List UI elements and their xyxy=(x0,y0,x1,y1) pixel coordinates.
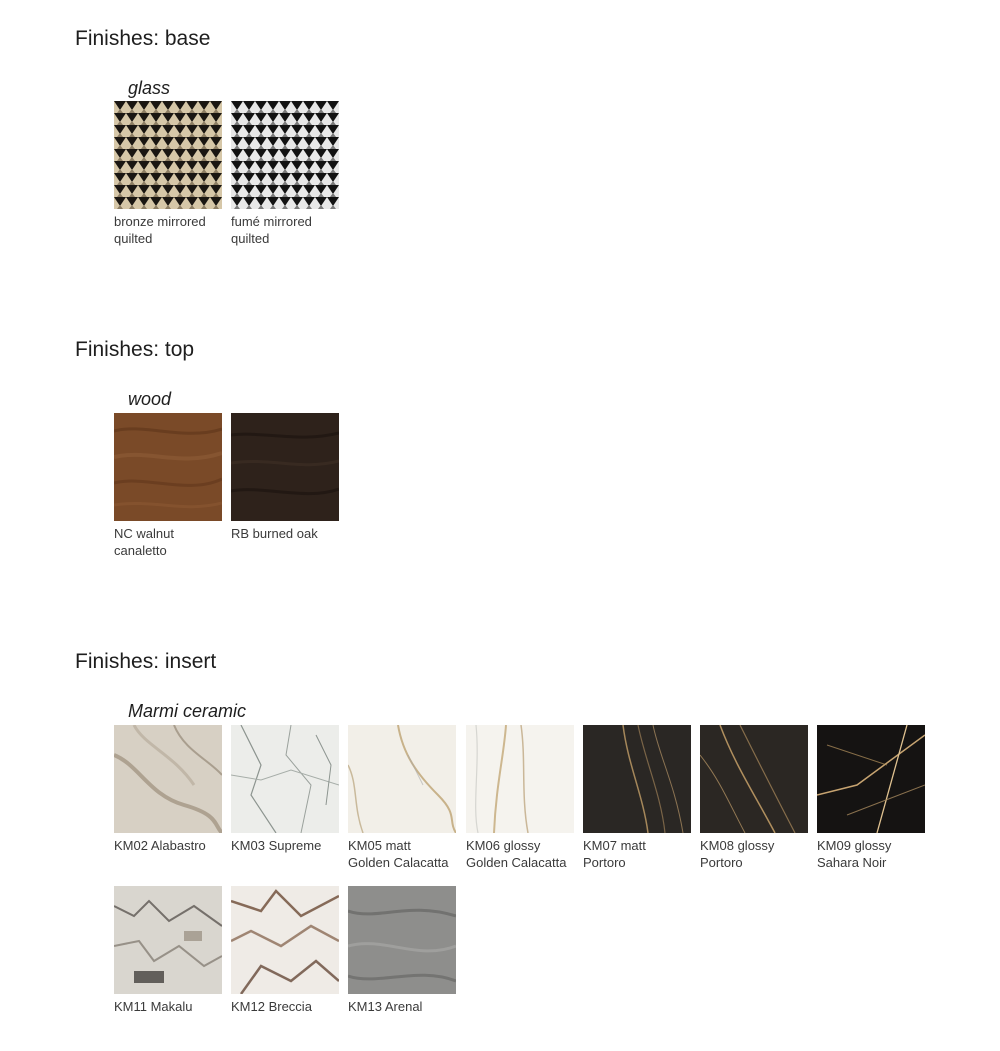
km08-glossy-portoro-swatch xyxy=(700,725,808,833)
swatch-rb-burned-oak[interactable] xyxy=(231,413,339,542)
swatch-label: KM08 glossy Portoro xyxy=(700,838,775,870)
section-title-base: Finishes: base xyxy=(75,27,211,50)
rb-burned-oak-swatch xyxy=(231,413,339,521)
group-label-marmi-ceramic: Marmi ceramic xyxy=(128,701,247,721)
group-label-wood: wood xyxy=(128,389,172,409)
swatch-km11-makalu[interactable] xyxy=(114,886,222,1015)
swatch-km13-arenal[interactable] xyxy=(348,886,456,1015)
swatch-label: fumé mirrored quilted xyxy=(231,214,312,246)
swatch-label: KM03 Supreme xyxy=(231,838,322,853)
group-label-glass: glass xyxy=(128,78,171,98)
swatch-label: KM05 matt Golden Calacatta xyxy=(348,838,449,870)
swatch-label: KM12 Breccia xyxy=(231,999,312,1014)
section-title-top: Finishes: top xyxy=(75,338,195,361)
swatch-label: KM07 matt Portoro xyxy=(583,838,646,870)
swatch-km12-breccia[interactable] xyxy=(231,886,339,1015)
fume-mirrored-quilted-swatch xyxy=(231,101,339,209)
km11-makalu-swatch xyxy=(114,886,222,994)
km09-glossy-sahara-noir-swatch xyxy=(817,725,925,833)
nc-walnut-canaletto-swatch xyxy=(114,413,222,521)
km02-alabastro-swatch xyxy=(114,725,222,833)
bronze-mirrored-quilted-swatch xyxy=(114,101,222,209)
swatch-km08-glossy-portoro[interactable] xyxy=(700,725,808,871)
swatch-label: KM11 Makalu xyxy=(114,999,193,1014)
swatch-label: KM13 Arenal xyxy=(348,999,423,1014)
swatch-label: KM02 Alabastro xyxy=(114,838,206,853)
swatch-label: RB burned oak xyxy=(231,526,318,541)
km12-breccia-swatch xyxy=(231,886,339,994)
swatch-nc-walnut-canaletto[interactable] xyxy=(114,413,222,559)
swatch-bronze-mirrored-quilted[interactable] xyxy=(114,101,222,247)
swatch-km05-matt-golden-calacatta[interactable] xyxy=(348,725,456,871)
swatch-km06-glossy-golden-calacatta[interactable] xyxy=(466,725,574,871)
swatch-km09-glossy-sahara-noir[interactable] xyxy=(817,725,925,871)
km07-matt-portoro-swatch xyxy=(583,725,691,833)
swatch-label: KM06 glossy Golden Calacatta xyxy=(466,838,567,870)
swatch-km02-alabastro[interactable] xyxy=(114,725,222,854)
swatch-km07-matt-portoro[interactable] xyxy=(583,725,691,871)
section-title-insert: Finishes: insert xyxy=(75,650,217,673)
km05-matt-golden-calacatta-swatch xyxy=(348,725,456,833)
swatch-label: bronze mirrored quilted xyxy=(114,214,206,246)
swatch-km03-supreme[interactable] xyxy=(231,725,339,854)
swatch-fume-mirrored-quilted[interactable] xyxy=(231,101,339,247)
km03-supreme-swatch xyxy=(231,725,339,833)
swatch-label: KM09 glossy Sahara Noir xyxy=(817,838,892,870)
km13-arenal-swatch xyxy=(348,886,456,994)
km06-glossy-golden-calacatta-swatch xyxy=(466,725,574,833)
swatch-label: NC walnut canaletto xyxy=(114,526,174,558)
